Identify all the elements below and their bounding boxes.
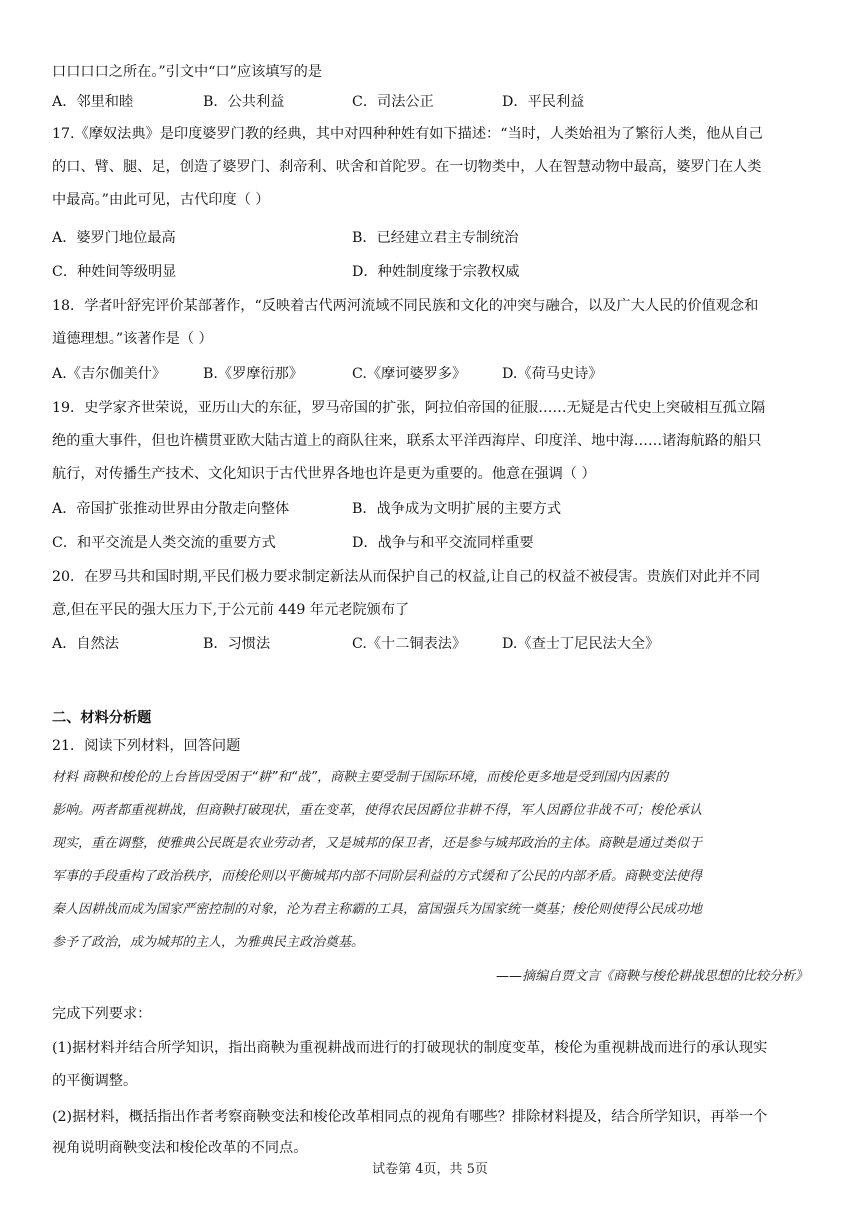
q20-option-c[interactable]: C.《十二铜表法》 <box>352 636 467 652</box>
q19-option-a[interactable]: A．帝国扩张推动世界由分散走向整体 <box>52 501 290 517</box>
q19-stem-line-3: 航行，对传播生产技术、文化知识于古代世界各地也许是更为重要的。他意在强调（ ） <box>52 466 596 482</box>
page-footer: 试卷第 4页，共 5页 <box>372 1162 488 1177</box>
material-line-4: 军事的手段重构了政治秩序，而梭伦则以平衡城邦内部不同阶层利益的方式缓和了公民的内部矛盾。商鞅变法使得 <box>52 869 703 884</box>
q17-stem-line-1: 17.《摩奴法典》是印度婆罗门教的经典，其中对四种种姓有如下描述：“当时，人类始祖为了繁衍人类，他从自己 <box>52 126 763 142</box>
q18-stem-line-2: 道德理想。”该著作是（ ） <box>52 331 213 347</box>
q16-option-c[interactable]: C．司法公正 <box>352 94 434 110</box>
q20-option-b[interactable]: B．习惯法 <box>203 636 271 652</box>
requirement-1-line-2: 的平衡调整。 <box>52 1073 138 1089</box>
q16-option-d[interactable]: D．平民利益 <box>502 94 585 110</box>
requirement-1-line-1: (1)据材料并结合所学知识，指出商鞅为重视耕战而进行的打破现状的制度变革，梭伦为重视耕战而进行的承认现实 <box>52 1040 768 1056</box>
q20-option-d[interactable]: D.《查士丁尼民法大全》 <box>502 636 660 652</box>
q17-option-c[interactable]: C．种姓间等级明显 <box>52 264 177 280</box>
q16-options <box>52 92 812 112</box>
q19-stem-line-2: 绝的重大事件，但也许横贯亚欧大陆古道上的商队往来，联系太平洋西海岸、印度洋、地中海……诸海航路的船只 <box>52 433 762 449</box>
q17-stem-line-3: 中最高。”由此可见，古代印度（ ） <box>52 192 270 208</box>
q21-stem: 21．阅读下列材料，回答问题 <box>52 738 241 754</box>
q18-option-a[interactable]: A.《吉尔伽美什》 <box>52 366 167 382</box>
q17-option-a[interactable]: A．婆罗门地位最高 <box>52 230 176 246</box>
q19-options-row-1 <box>52 499 812 519</box>
material-source: ——摘编自贾文言《商鞅与梭伦耕战思想的比较分析》 <box>495 969 808 984</box>
q17-options-row-2 <box>52 262 812 282</box>
q19-option-d[interactable]: D．战争与和平交流同样重要 <box>352 535 534 551</box>
q20-stem-line-1: 20．在罗马共和国时期,平民们极力要求制定新法从而保护自己的权益,让自己的权益不被侵害。贵族们对此并不同 <box>52 569 761 585</box>
q18-option-d[interactable]: D.《荷马史诗》 <box>502 366 603 382</box>
q19-option-b[interactable]: B．战争成为文明扩展的主要方式 <box>352 501 562 517</box>
q19-options-row-2 <box>52 533 812 553</box>
material-line-2: 影响。两者都重视耕战，但商鞅打破现状，重在变革，使得农民因爵位非耕不得，军人因爵位非战不可；梭伦承认 <box>52 803 703 818</box>
q17-stem-line-2: 的口、臂、腿、足，创造了婆罗门、刹帝利、吠舍和首陀罗。在一切物类中，人在智慧动物中最高，婆罗门在人类 <box>52 159 762 175</box>
material-line-3: 现实，重在调整，使雅典公民既是农业劳动者，又是城邦的保卫者，还是参与城邦政治的主体。商鞅是通过类似于 <box>52 836 703 851</box>
requirement-2-line-1: (2)据材料，概括指出作者考察商鞅变法和梭伦改革相同点的视角有哪些？排除材料提及，结合所学知识，再举一个 <box>52 1109 768 1125</box>
q18-stem-line-1: 18．学者叶舒宪评价某部著作，“反映着古代两河流域不同民族和文化的冲突与融合，以及广大人民的价值观念和 <box>52 298 759 314</box>
q16-stem: 口口口口之所在。”引文中“口”应该填写的是 <box>52 64 323 80</box>
requirement-2-line-2: 视角说明商鞅变法和梭伦改革的不同点。 <box>52 1140 308 1156</box>
requirement-heading: 完成下列要求： <box>52 1006 152 1022</box>
material-line-1: 材料 商鞅和梭伦的上台皆因受困于“耕”和“战”，商鞅主要受制于国际环境，而梭伦更多地是受到国内因素的 <box>52 770 669 785</box>
q17-option-b[interactable]: B．已经建立君主专制统治 <box>352 230 519 246</box>
material-line-5: 秦人因耕战而成为国家严密控制的对象，沦为君主称霸的工具，富国强兵为国家统一奠基；梭伦则使得公民成功地 <box>52 902 703 917</box>
q18-option-c[interactable]: C.《摩诃婆罗多》 <box>352 366 467 382</box>
q16-option-a[interactable]: A．邻里和睦 <box>52 94 134 110</box>
q17-option-d[interactable]: D．种姓制度缘于宗教权威 <box>352 264 520 280</box>
q20-option-a[interactable]: A．自然法 <box>52 636 119 652</box>
q17-options-row-1 <box>52 228 812 248</box>
q18-options <box>52 364 812 384</box>
q19-stem-line-1: 19．史学家齐世荣说，亚历山大的东征，罗马帝国的扩张，阿拉伯帝国的征服……无疑是古代史上突破相互孤立隔 <box>52 400 766 416</box>
q20-stem-line-2: 意,但在平民的强大压力下,于公元前 449 年元老院颁布了 <box>52 602 410 618</box>
material-line-6: 参予了政治，成为城邦的主人，为雅典民主政治奠基。 <box>52 935 365 950</box>
q18-option-b[interactable]: B.《罗摩衍那》 <box>203 366 304 382</box>
q19-option-c[interactable]: C．和平交流是人类交流的重要方式 <box>52 535 276 551</box>
q16-option-b[interactable]: B．公共利益 <box>203 94 285 110</box>
q20-options <box>52 634 812 654</box>
section-title: 二、材料分析题 <box>52 710 152 726</box>
